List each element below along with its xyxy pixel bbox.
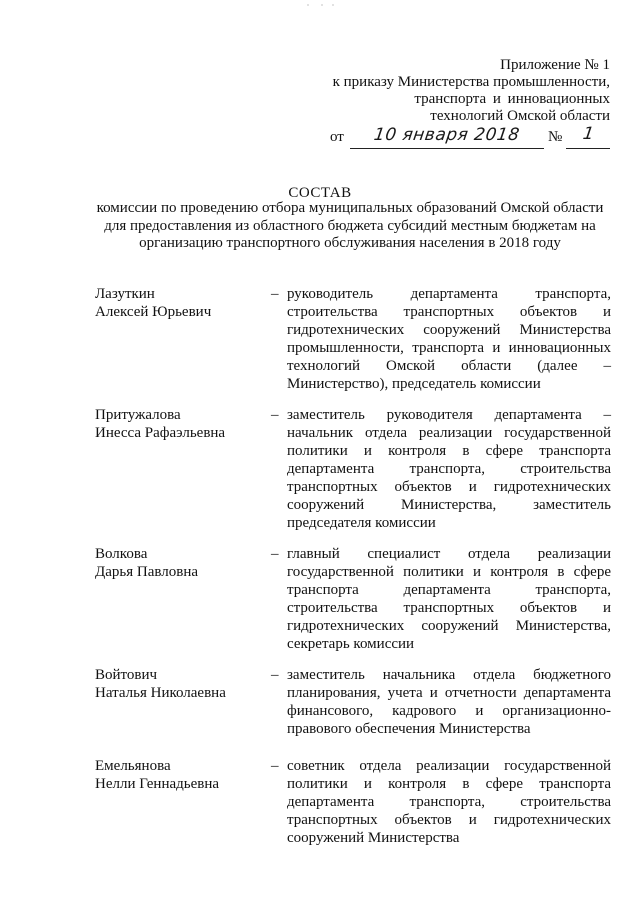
member-given-name: Наталья Николаевна	[95, 685, 226, 701]
position-line: строительства транспортных объектов и	[287, 600, 611, 616]
member-name	[95, 666, 270, 702]
appendix-line: к приказу Министерства промышленности,	[332, 74, 610, 90]
member-position	[287, 757, 611, 847]
handwritten-date: 10 января 2018	[372, 125, 522, 145]
position-line: правового обеспечения Министерства	[287, 721, 531, 737]
member-surname: Емельянова	[95, 758, 171, 774]
member-dash: –	[271, 546, 279, 562]
subtitle-line: для предоставления из областного бюджета субсидий местным бюджетам на	[104, 217, 596, 234]
member-position	[287, 406, 611, 532]
member-dash: –	[271, 286, 279, 302]
member-position	[287, 666, 611, 738]
handwritten-number: 1	[581, 124, 595, 144]
position-line: руководитель департамента транспорта,	[287, 286, 611, 302]
number-label: №	[548, 129, 563, 145]
position-line: советник отдела реализации государственной	[287, 758, 611, 774]
member-given-name: Алексей Юрьевич	[95, 304, 212, 320]
position-line: департамента транспорта, строительства	[287, 461, 611, 477]
subtitle-line: организацию транспортного обслуживания населения в 2018 году	[139, 235, 561, 251]
position-line: главный специалист отдела реализации	[287, 546, 611, 562]
appendix-line: технологий Омской области	[430, 108, 610, 124]
appendix-line: транспорта и инновационных	[414, 91, 610, 107]
position-line: транспорта департамента транспорта,	[287, 582, 611, 598]
position-line: сооружений Министерства	[287, 830, 460, 846]
member-surname: Лазуткин	[95, 286, 155, 302]
position-line: начальник отдела реализации государственной	[287, 425, 611, 441]
position-line: промышленности, транспорта и инновационных	[287, 340, 611, 356]
member-dash: –	[271, 758, 279, 774]
member-given-name: Нелли Геннадьевна	[95, 776, 220, 792]
position-line: Министерство), председатель комиссии	[287, 376, 541, 392]
member-position	[287, 285, 611, 393]
position-line: гидротехнических сооружений Министерства,	[287, 618, 611, 634]
member-surname: Войтович	[95, 667, 158, 683]
position-line: председателя комиссии	[287, 515, 436, 531]
position-line: заместитель начальника отдела бюджетного	[287, 667, 611, 683]
position-line: транспортных объектов и гидротехнических	[287, 479, 611, 495]
position-line: транспортных объектов и гидротехнических	[287, 812, 611, 828]
member-given-name: Инесса Рафаэльевна	[95, 425, 226, 441]
position-line: гидротехнических сооружений Министерства	[287, 322, 611, 338]
from-label: от	[330, 129, 344, 145]
position-line: финансового, кадрового и организационно-	[287, 703, 611, 719]
position-line: политики и контроля в сфере транспорта	[287, 443, 611, 459]
position-line: департамента транспорта, строительства	[287, 794, 611, 810]
member-surname: Притужалова	[95, 407, 181, 423]
member-name	[95, 285, 270, 321]
subtitle-line: комиссии по проведению отбора муниципальных образований Омской области	[96, 200, 604, 216]
member-dash: –	[271, 667, 279, 683]
position-line: планирования, учета и отчетности департамента	[287, 685, 611, 701]
member-name	[95, 545, 270, 581]
position-line: заместитель руководителя департамента –	[287, 407, 611, 423]
position-line: строительства транспортных объектов и	[287, 304, 611, 320]
position-line: технологий Омской области (далее –	[287, 358, 611, 374]
member-dash: –	[271, 407, 279, 423]
member-position	[287, 545, 611, 653]
position-line: государственной политики и контроля в сфере	[287, 564, 611, 580]
member-name	[95, 757, 270, 793]
position-line: политики и контроля в сфере транспорта	[287, 776, 611, 792]
member-given-name: Дарья Павловна	[95, 564, 199, 580]
position-line: сооружений Министерства, заместитель	[287, 497, 611, 513]
position-line: секретарь комиссии	[287, 636, 415, 652]
member-name	[95, 406, 270, 442]
appendix-line: Приложение № 1	[500, 57, 610, 73]
member-surname: Волкова	[95, 546, 148, 562]
document-title: СОСТАВ	[288, 185, 352, 201]
